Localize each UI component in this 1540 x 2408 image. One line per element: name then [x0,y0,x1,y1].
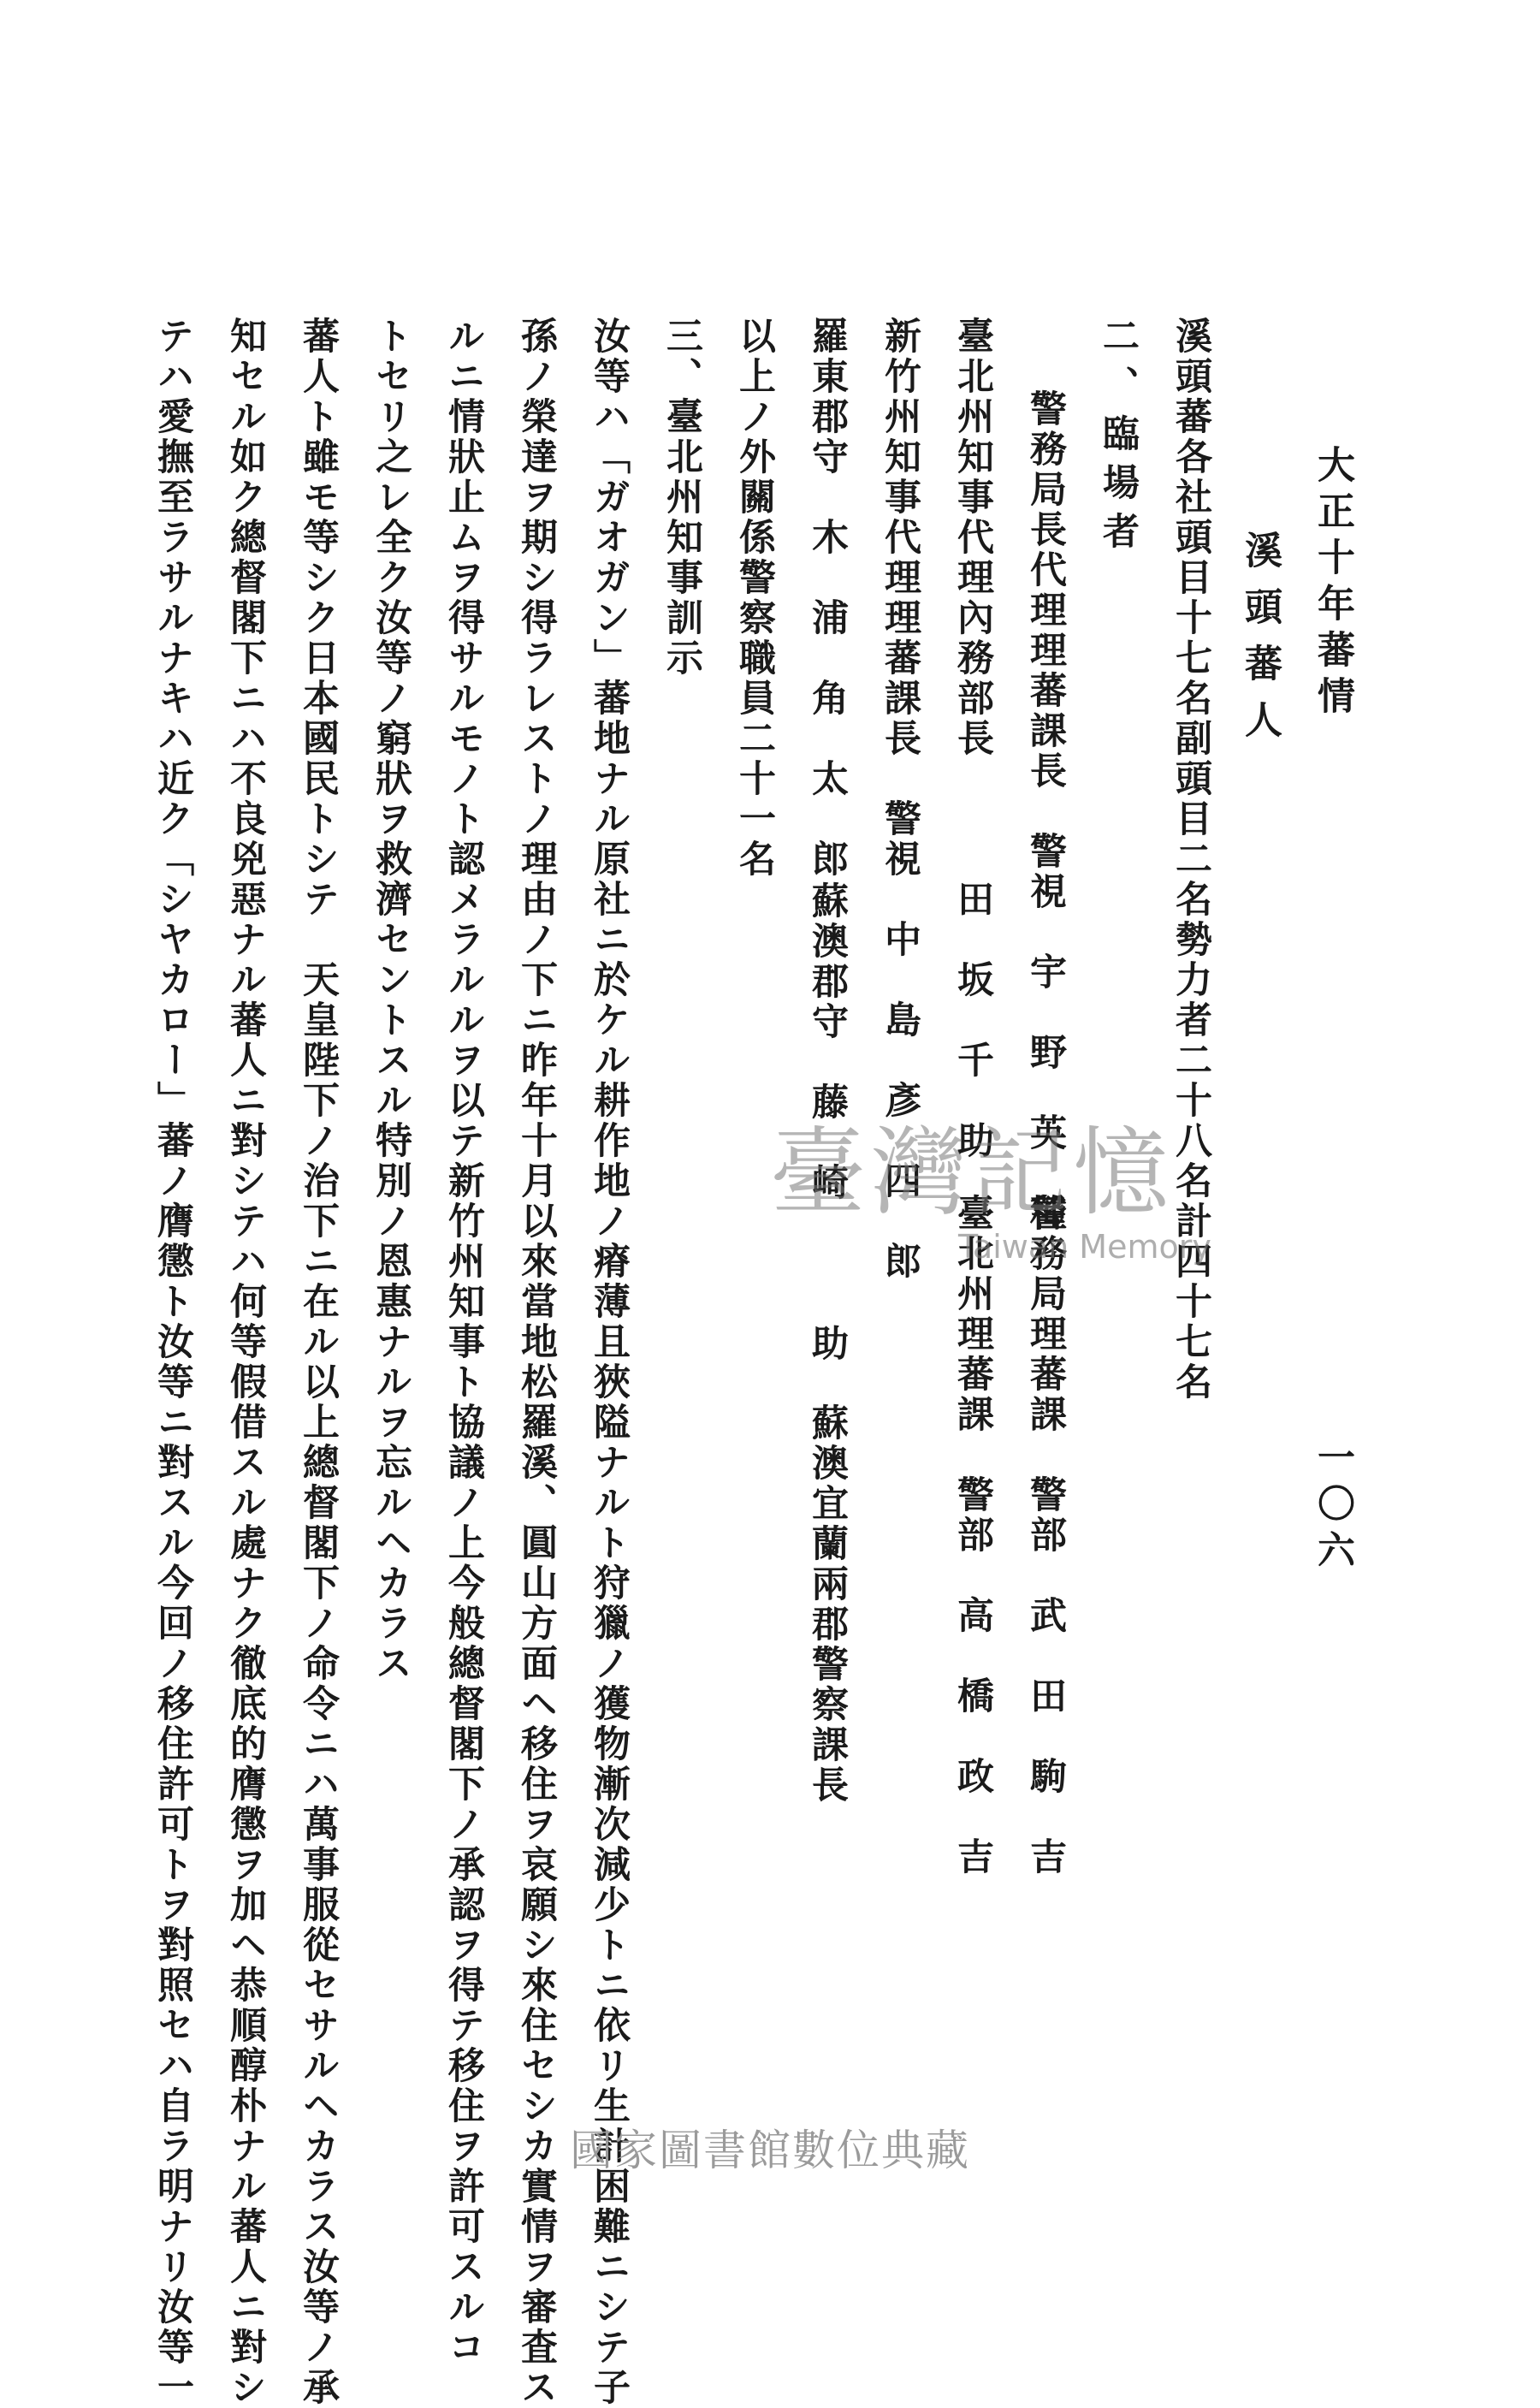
text-line: 知セル如ク總督閣下ニハ不良兇惡ナル蕃人ニ對シテハ何等假借スル處ナク徹底的膺懲ヲ加ヘ恭順醇朴ナル蕃人ニ對シ [224,317,267,2408]
running-title: 大正十年蕃情 [1311,445,1354,722]
text-line: 羅東郡守 木 浦 角 太 郎 [806,317,849,880]
text-line: 孫ノ榮達ヲ期シ得ラレストノ理由ノ下ニ昨年十月以來當地松羅溪、圓山方面ヘ移住ヲ哀願シ來住セシカ實情ヲ審査ス [515,317,558,2408]
text-line: 臺北州理蕃課 警部 高 橋 政 吉 [951,1194,994,1877]
text-line: 新竹州知事代理理蕃課長 警視 中 島 彥 四 郎 [879,317,921,1282]
page-number: 一〇六 [1311,1438,1354,1576]
text-line: 蕃人ト雖モ等シク日本國民トシテ 天皇陛下ノ治下ニ在ル以上總督閣下ノ命令ニハ萬事服從セサルヘカラス汝等ノ承 [297,317,340,2408]
text-line: テハ愛撫至ラサルナキハ近ク「シヤカロー」蕃ノ膺懲ト汝等ニ對スル今回ノ移住許可トヲ對照セハ自ラ明ナリ汝等一 [151,317,194,2408]
watermark-subtitle: Taiwan Memory [958,1228,1211,1266]
text-line: 警務局理蕃課 警部 武 田 駒 吉 [1024,1194,1067,1877]
text-line: 蘇澳宜蘭兩郡警察課長 [806,1403,849,1806]
section-title: 溪頭蕃人 [1238,531,1282,756]
watermark-logo: 臺灣記憶 [770,1118,1174,1229]
text-line: トセリ之レ全ク汝等ノ窮狀ヲ救濟セントスル特別ノ恩惠ナルヲ忘ルヘカラス [370,317,412,1684]
text-line: 二、臨場者 [1097,317,1140,560]
text-line: 以上ノ外關係警察職員二十一名 [733,317,776,880]
text-line: 臺北州知事代理內務部長 田 坂 千 助 [951,317,994,1161]
text-line: 蘇澳郡守 藤 崎 助 [806,881,849,1364]
text-line: 三、臺北州知事訓示 [660,317,703,679]
text-line: ルニ情狀止ムヲ得サルモノト認メラルルヲ以テ新竹州知事ト協議ノ上今般總督閣下ノ承認ヲ得テ移住ヲ許可スルコ [442,317,485,2368]
text-line: 警務局長代理理蕃課長 警視 宇 野 英 種 [1024,389,1067,1234]
text-line: 溪頭蕃各社頭目十七名副頭目二名勢力者二十八名計四十七名 [1170,317,1212,1403]
footer-credit: 國家圖書館數位典藏 [570,2126,970,2175]
text-line: 汝等ハ「ガオガン」蕃地ナル原社ニ於ケル耕作地ノ瘠薄且狹隘ナルト狩獵ノ獲物漸次減少トニ依リ生計困難ニシテ子 [588,317,631,2408]
